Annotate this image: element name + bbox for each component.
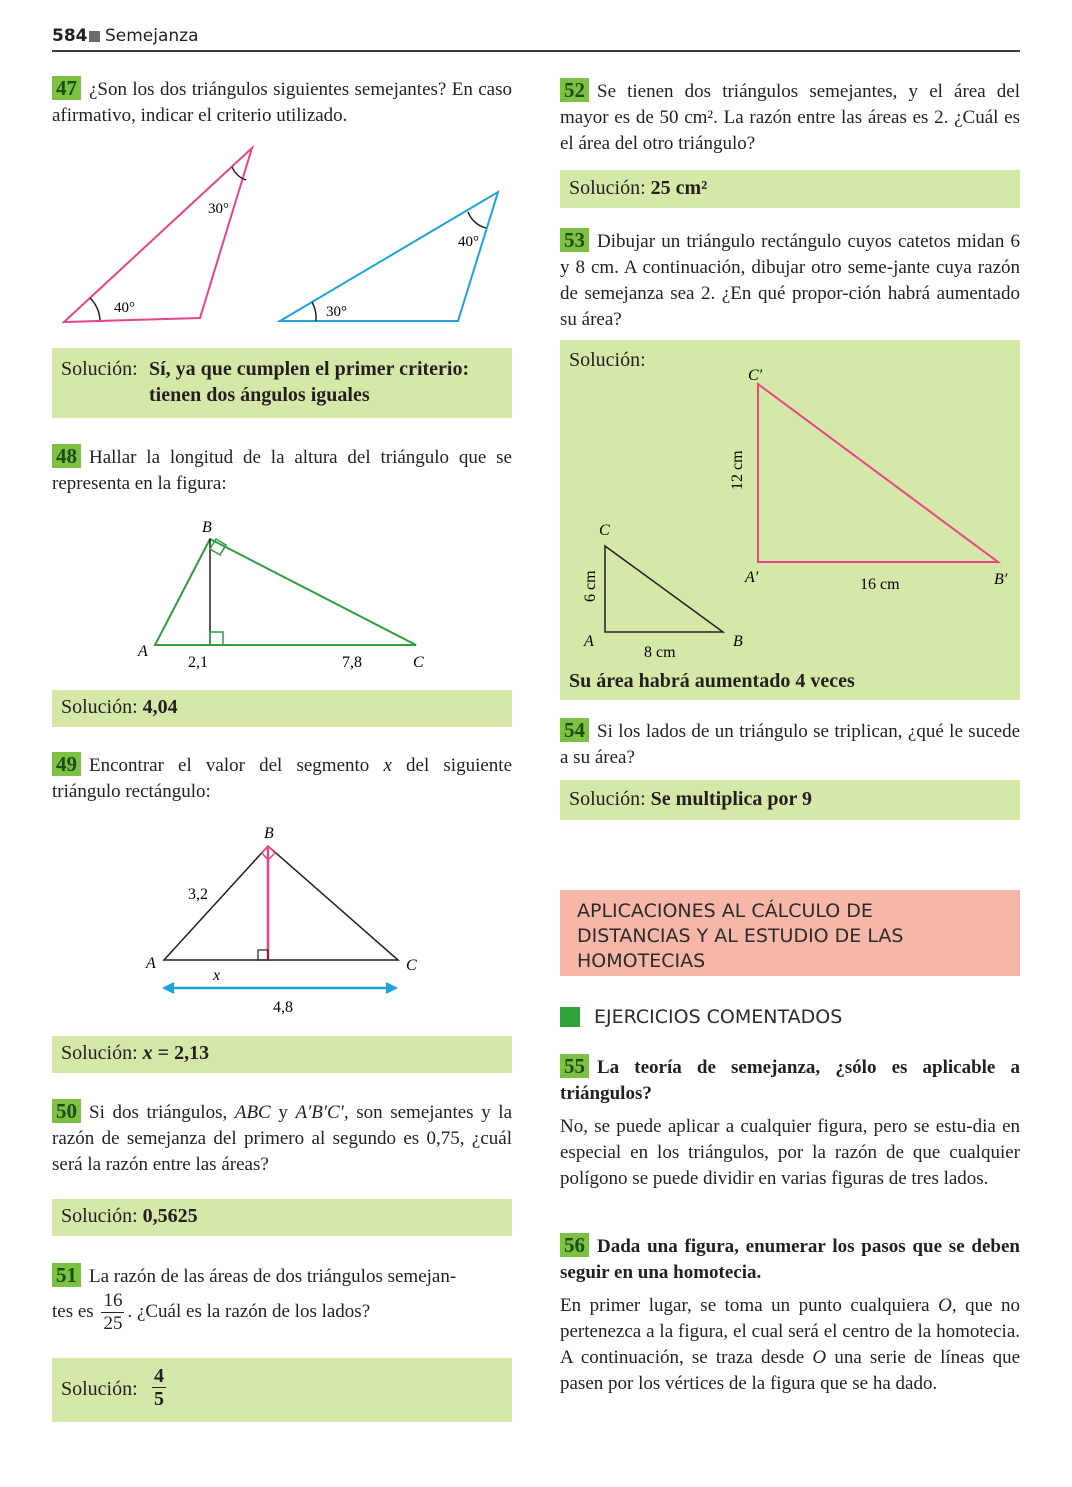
solution-54	[560, 780, 1020, 820]
exercise-51-line2	[52, 1290, 512, 1335]
exercise-text: ¿Son los dos triángulos siguientes semejantes? En caso afirmativo, indicar el criterio utilizado.	[52, 79, 512, 126]
exercise-text: Encontrar el valor del segmento	[89, 755, 370, 776]
side-label: 16 cm	[860, 576, 900, 593]
solution-value: Se multiplica por 9	[650, 788, 812, 810]
solution-48	[52, 690, 512, 727]
subsection-square	[560, 1007, 580, 1027]
angle-arc-30	[312, 302, 316, 321]
point-o: O	[812, 1347, 827, 1368]
exercise-number: 49	[52, 752, 81, 776]
exercise-53	[560, 228, 1020, 333]
vertex-label: B	[733, 633, 743, 650]
fraction-denominator: 5	[154, 1388, 164, 1410]
exercise-text: Si dos triángulos,	[89, 1102, 228, 1123]
solution-label: Solución:	[61, 1205, 138, 1227]
vertex-label: C	[406, 957, 417, 974]
solution-53	[560, 340, 1020, 700]
figure-47	[52, 140, 522, 340]
header-square	[89, 31, 100, 42]
triangle-large	[758, 384, 998, 562]
figure-53	[560, 340, 1020, 670]
vertex-label: B′	[994, 571, 1008, 588]
section-title-line: HOMOTECIAS	[577, 950, 706, 972]
header-rule	[52, 50, 1020, 52]
right-angle-mark	[258, 950, 268, 960]
exercise-text: Se tienen dos triángulos semejantes, y el área del mayor es de 50 cm². La razón entre las áreas es 2. ¿Cuál es el área del otro triángulo?	[560, 81, 1020, 154]
exercise-number: 48	[52, 444, 81, 468]
vertex-label: A	[138, 643, 148, 660]
exercise-number: 51	[52, 1263, 81, 1287]
fraction-numerator: 16	[103, 1290, 123, 1311]
exercise-52	[560, 78, 1020, 157]
section-title-line: APLICACIONES AL CÁLCULO DE	[577, 900, 873, 922]
fraction-denominator: 25	[103, 1313, 123, 1334]
vertex-label: B	[202, 519, 212, 536]
point-o: O	[938, 1295, 952, 1316]
angle-label: 30°	[326, 304, 347, 320]
vertex-label: C	[599, 522, 610, 539]
exercise-48	[52, 444, 512, 497]
figure-48	[130, 512, 450, 677]
section-title-line: DISTANCIAS Y AL ESTUDIO DE LAS	[577, 925, 904, 947]
exercise-number: 52	[560, 78, 589, 102]
solution-value: = 2,13	[157, 1042, 210, 1064]
angle-arc-40	[468, 212, 486, 228]
vertex-label: B	[264, 825, 274, 842]
vertex-label: A′	[745, 569, 759, 586]
exercise-49	[52, 752, 512, 805]
figure-49	[140, 822, 440, 1022]
exercise-number: 47	[52, 76, 81, 100]
page-number: 584	[52, 26, 88, 46]
answer-text: una serie de líneas que pasen por los vértices de la figura que se ha dado.	[560, 1347, 1020, 1394]
solution-51	[52, 1358, 512, 1422]
exercise-text: y	[278, 1102, 288, 1123]
exercise-text: , son semejantes y la razón de semejanza del primero al segundo es 0,75, ¿cuál será la razón entre las áreas?	[52, 1102, 513, 1175]
exercise-55	[560, 1054, 1020, 1107]
solution-value: 4,04	[142, 696, 178, 718]
exercise-text: Dibujar un triángulo rectángulo cuyos catetos midan 6 y 8 cm. A continuación, dibujar otro seme-jante cuya razón de semejanza sea 2. ¿En qué propor-ción habrá aumentado su área?	[560, 231, 1020, 330]
segment-label: 7,8	[342, 654, 362, 671]
angle-label: 30°	[208, 201, 229, 217]
triangle-blue	[280, 192, 498, 321]
solution-label: Solución:	[569, 177, 646, 199]
solution-value: Su área habrá aumentado 4 veces	[569, 670, 855, 692]
exercise-54	[560, 718, 1020, 771]
solution-label: Solución:	[569, 788, 646, 810]
exercise-number: 53	[560, 228, 589, 252]
segment-label: 2,1	[188, 654, 208, 671]
solution-text: tienen dos ángulos iguales	[149, 384, 370, 406]
section-header	[560, 890, 1020, 976]
exercise-text: Hallar la longitud de la altura del triángulo que se representa en la figura:	[52, 447, 512, 494]
segment-label: 4,8	[273, 999, 293, 1016]
solution-label: Solución:	[61, 358, 138, 380]
solution-fraction	[152, 1365, 166, 1410]
triangle-green	[155, 539, 416, 645]
triangle-pink	[64, 148, 252, 322]
side-label: 6 cm	[582, 570, 599, 602]
solution-label: Solución:	[61, 1042, 138, 1064]
answer-text: En primer lugar, se toma un punto cualquiera	[560, 1295, 930, 1316]
exercise-56	[560, 1233, 1020, 1286]
exercise-text: tes es	[52, 1300, 94, 1322]
arrow-head	[386, 982, 398, 994]
chapter-title: Semejanza	[105, 26, 199, 46]
angle-arc-40	[90, 298, 100, 320]
exercise-55-answer: No, se puede aplicar a cualquier figura, pero se estu-dia en especial en los triángulos, por la razón de que cualquier polígono se puede dividir en varias figuras de tres lados.	[560, 1116, 1020, 1189]
triangle-name: ABC	[234, 1102, 271, 1123]
answer-text: , que no pertenezca a la figura, el cual será el centro de la homotecia. A continuación, se traza desde	[560, 1295, 1021, 1368]
solution-50	[52, 1199, 512, 1236]
exercise-56-answer	[560, 1293, 1020, 1397]
solution-47	[52, 348, 512, 418]
vertex-label: A	[146, 955, 156, 972]
exercise-47	[52, 76, 512, 129]
subsection-title: EJERCICIOS COMENTADOS	[594, 1006, 843, 1028]
triangle-black	[164, 846, 398, 960]
exercise-51	[52, 1263, 512, 1290]
triangle-name: A′B′C′	[295, 1102, 344, 1123]
fraction-numerator: 4	[154, 1365, 164, 1387]
variable-x: x	[383, 755, 392, 776]
solution-variable: x	[142, 1042, 153, 1064]
solution-text: Sí, ya que cumplen el primer criterio:	[149, 358, 470, 380]
solution-label: Solución:	[569, 349, 646, 371]
vertex-label: A	[584, 633, 594, 650]
exercise-text: . ¿Cuál es la razón de los lados?	[127, 1300, 371, 1322]
exercise-number: 55	[560, 1054, 589, 1078]
exercise-text: Si los lados de un triángulo se triplican, ¿qué le sucede a su área?	[560, 721, 1020, 768]
segment-label: x	[213, 967, 221, 984]
solution-label: Solución:	[61, 696, 138, 718]
side-label: 12 cm	[729, 450, 746, 490]
exercise-number: 50	[52, 1099, 81, 1123]
exercise-50	[52, 1099, 512, 1178]
triangle-small	[605, 546, 723, 632]
exercise-number: 56	[560, 1233, 589, 1257]
angle-label: 40°	[458, 234, 479, 250]
exercise-text: del siguiente triángulo rectángulo:	[52, 755, 513, 802]
arrow-head	[162, 982, 174, 994]
solution-52	[560, 170, 1020, 208]
exercise-text: La razón de las áreas de dos triángulos semejan-	[89, 1266, 457, 1287]
exercise-question: Dada una figura, enumerar los pasos que se deben seguir en una homotecia.	[560, 1236, 1020, 1283]
exercise-question: La teoría de semejanza, ¿sólo es aplicable a triángulos?	[560, 1057, 1020, 1104]
side-label: 8 cm	[644, 644, 676, 661]
solution-value: 0,5625	[142, 1205, 198, 1227]
angle-label: 40°	[114, 300, 135, 316]
solution-value: 25 cm²	[650, 177, 708, 199]
vertex-label: C′	[748, 367, 763, 384]
vertex-label: C	[413, 654, 424, 671]
solution-49	[52, 1036, 512, 1073]
solution-label: Solución:	[61, 1378, 138, 1400]
right-angle-mark	[210, 632, 223, 645]
side-label: 3,2	[188, 886, 208, 903]
exercise-number: 54	[560, 718, 589, 742]
fraction	[101, 1290, 124, 1335]
